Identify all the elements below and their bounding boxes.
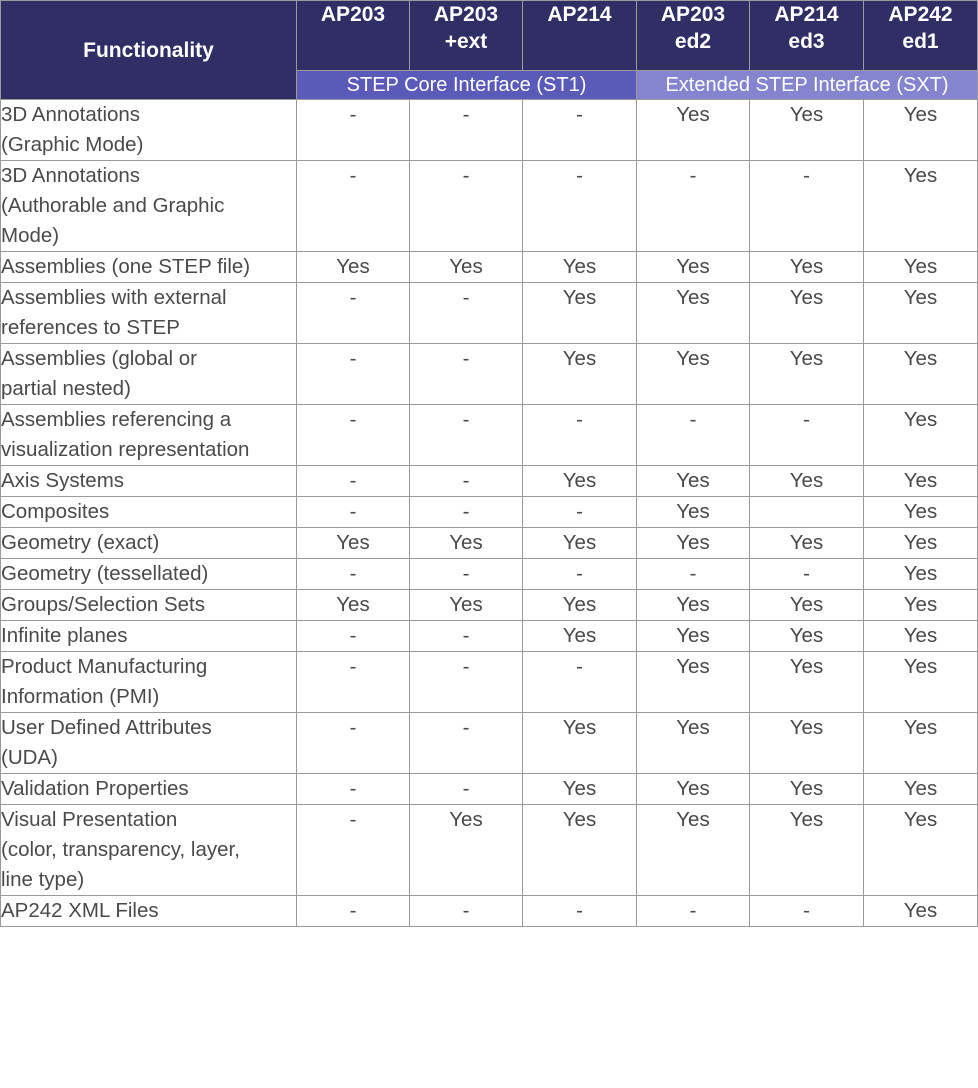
functionality-name-line: 3D Annotations xyxy=(1,103,141,126)
support-cell: Yes xyxy=(297,528,410,559)
functionality-header: Functionality xyxy=(1,1,297,100)
support-cell: Yes xyxy=(637,713,750,774)
functionality-name-line: (UDA) xyxy=(1,746,58,769)
functionality-name xyxy=(1,283,297,344)
support-cell: - xyxy=(297,713,410,774)
support-cell: - xyxy=(410,621,523,652)
support-cell: - xyxy=(410,344,523,405)
table-row xyxy=(1,528,978,559)
support-cell: - xyxy=(410,466,523,497)
support-cell: - xyxy=(523,896,637,927)
functionality-name xyxy=(1,252,297,283)
support-cell: Yes xyxy=(637,497,750,528)
support-cell: Yes xyxy=(864,621,978,652)
support-cell: Yes xyxy=(637,252,750,283)
table-row xyxy=(1,590,978,621)
support-cell: Yes xyxy=(410,252,523,283)
support-cell: - xyxy=(297,621,410,652)
support-cell: Yes xyxy=(750,466,864,497)
support-cell: Yes xyxy=(410,805,523,896)
support-cell: Yes xyxy=(864,405,978,466)
support-cell: Yes xyxy=(637,528,750,559)
functionality-name-line: references to STEP xyxy=(1,316,180,339)
support-cell: Yes xyxy=(523,590,637,621)
column-header-line1: AP203 xyxy=(660,3,726,26)
support-cell: Yes xyxy=(523,805,637,896)
functionality-name-line: Assemblies referencing a xyxy=(1,408,232,431)
support-cell: - xyxy=(410,497,523,528)
support-cell: Yes xyxy=(864,497,978,528)
functionality-name-line: Geometry (exact) xyxy=(1,531,160,554)
support-cell: Yes xyxy=(637,283,750,344)
column-header-ap214 xyxy=(523,1,637,71)
functionality-name-line: (Graphic Mode) xyxy=(1,133,144,156)
functionality-name-line: line type) xyxy=(1,868,85,891)
functionality-name xyxy=(1,559,297,590)
support-cell: - xyxy=(410,774,523,805)
functionality-name-line: partial nested) xyxy=(1,377,131,400)
support-cell: Yes xyxy=(750,590,864,621)
column-header-line2: ed1 xyxy=(902,30,939,53)
support-cell: Yes xyxy=(864,344,978,405)
functionality-name xyxy=(1,497,297,528)
column-header-ap203-ext xyxy=(410,1,523,71)
table-body xyxy=(1,100,978,927)
support-cell: - xyxy=(297,774,410,805)
support-cell: Yes xyxy=(297,590,410,621)
functionality-name-line: Axis Systems xyxy=(1,469,125,492)
functionality-name xyxy=(1,466,297,497)
support-cell: - xyxy=(297,100,410,161)
functionality-name xyxy=(1,896,297,927)
support-cell: - xyxy=(410,161,523,252)
table-row xyxy=(1,713,978,774)
table-row xyxy=(1,652,978,713)
column-header-line1: AP203 xyxy=(320,3,386,26)
support-cell: - xyxy=(297,805,410,896)
table-row xyxy=(1,559,978,590)
support-cell: Yes xyxy=(750,528,864,559)
functionality-name-line: Assemblies with external xyxy=(1,286,227,309)
support-cell: Yes xyxy=(523,466,637,497)
support-cell: Yes xyxy=(637,344,750,405)
support-cell: - xyxy=(297,896,410,927)
support-cell: Yes xyxy=(864,559,978,590)
support-cell: - xyxy=(410,896,523,927)
functionality-name-line: Visual Presentation xyxy=(1,808,178,831)
table-header xyxy=(1,1,978,100)
table-row xyxy=(1,100,978,161)
support-cell: - xyxy=(410,713,523,774)
functionality-name xyxy=(1,774,297,805)
functionality-name-line: Validation Properties xyxy=(1,777,189,800)
column-header-line1: AP242 xyxy=(888,3,953,26)
support-cell: - xyxy=(410,100,523,161)
support-cell: Yes xyxy=(864,805,978,896)
support-cell: Yes xyxy=(523,528,637,559)
support-cell: Yes xyxy=(750,252,864,283)
support-cell: Yes xyxy=(750,713,864,774)
support-cell: Yes xyxy=(864,652,978,713)
support-cell: - xyxy=(637,405,750,466)
support-cell: - xyxy=(523,497,637,528)
support-cell: Yes xyxy=(523,252,637,283)
functionality-name-line: Groups/Selection Sets xyxy=(1,593,205,616)
functionality-name xyxy=(1,344,297,405)
support-cell: Yes xyxy=(864,252,978,283)
group-header-extended: Extended STEP Interface (SXT) xyxy=(637,71,978,100)
column-header-line1: AP214 xyxy=(774,3,839,26)
functionality-name-line: Composites xyxy=(1,500,110,523)
support-cell: Yes xyxy=(864,528,978,559)
functionality-name-line: (Authorable and Graphic xyxy=(1,194,225,217)
support-cell: - xyxy=(637,896,750,927)
support-cell: Yes xyxy=(637,774,750,805)
support-cell: - xyxy=(297,161,410,252)
support-cell: Yes xyxy=(864,100,978,161)
support-cell: Yes xyxy=(864,590,978,621)
support-cell: - xyxy=(410,283,523,344)
support-cell: - xyxy=(297,497,410,528)
support-cell: Yes xyxy=(750,344,864,405)
support-cell: Yes xyxy=(637,466,750,497)
support-cell: Yes xyxy=(637,621,750,652)
table-row xyxy=(1,621,978,652)
support-cell: Yes xyxy=(864,713,978,774)
functionality-name-line: 3D Annotations xyxy=(1,164,141,187)
functionality-name xyxy=(1,805,297,896)
support-cell: Yes xyxy=(297,252,410,283)
support-cell: - xyxy=(523,100,637,161)
functionality-name xyxy=(1,405,297,466)
support-cell: - xyxy=(297,405,410,466)
support-cell: Yes xyxy=(750,652,864,713)
support-cell: Yes xyxy=(864,466,978,497)
support-cell: Yes xyxy=(410,528,523,559)
table-row xyxy=(1,283,978,344)
functionality-name-line: Assemblies (one STEP file) xyxy=(1,255,251,278)
support-cell: Yes xyxy=(750,100,864,161)
support-cell: Yes xyxy=(750,283,864,344)
functionality-name xyxy=(1,161,297,252)
support-cell: - xyxy=(410,559,523,590)
support-cell: - xyxy=(410,405,523,466)
functionality-name-line: (color, transparency, layer, xyxy=(1,838,240,861)
functionality-name-line: Mode) xyxy=(1,224,60,247)
support-cell: Yes xyxy=(750,621,864,652)
column-header-ap214-ed3 xyxy=(750,1,864,71)
support-cell: - xyxy=(750,161,864,252)
functionality-name-line: Product Manufacturing xyxy=(1,655,208,678)
table-row xyxy=(1,805,978,896)
functionality-name-line: Assemblies (global or xyxy=(1,347,197,370)
functionality-name xyxy=(1,590,297,621)
table-row xyxy=(1,774,978,805)
column-header-line1: AP214 xyxy=(547,3,612,26)
support-cell: - xyxy=(297,652,410,713)
functionality-name-line: visualization representation xyxy=(1,438,250,461)
support-cell: - xyxy=(637,559,750,590)
support-cell: Yes xyxy=(523,344,637,405)
support-cell: Yes xyxy=(523,713,637,774)
functionality-name xyxy=(1,528,297,559)
column-header-ap203 xyxy=(297,1,410,71)
support-cell: Yes xyxy=(410,590,523,621)
support-cell: Yes xyxy=(750,774,864,805)
table-row xyxy=(1,405,978,466)
functionality-name-line: Geometry (tessellated) xyxy=(1,562,209,585)
support-cell: Yes xyxy=(637,100,750,161)
table-row xyxy=(1,497,978,528)
functionality-name-line: Information (PMI) xyxy=(1,685,160,708)
support-cell: - xyxy=(750,405,864,466)
table-row xyxy=(1,252,978,283)
column-header-line2: ed2 xyxy=(674,30,712,53)
table-row xyxy=(1,344,978,405)
support-cell: - xyxy=(297,283,410,344)
column-header-line2: ed3 xyxy=(788,30,825,53)
support-cell: - xyxy=(523,559,637,590)
support-cell: - xyxy=(750,896,864,927)
table-row xyxy=(1,466,978,497)
support-cell: - xyxy=(637,161,750,252)
column-header-line1: AP203 xyxy=(433,3,499,26)
functionality-name xyxy=(1,713,297,774)
support-cell xyxy=(750,497,864,528)
support-cell: Yes xyxy=(864,283,978,344)
support-cell: Yes xyxy=(864,774,978,805)
functionality-name xyxy=(1,100,297,161)
column-header-ap203-ed2 xyxy=(637,1,750,71)
support-cell: Yes xyxy=(864,161,978,252)
support-cell: - xyxy=(297,559,410,590)
functionality-name-line: AP242 XML Files xyxy=(1,899,159,922)
support-cell: Yes xyxy=(523,774,637,805)
column-header-ap242-ed1 xyxy=(864,1,978,71)
support-cell: Yes xyxy=(523,283,637,344)
table-row xyxy=(1,161,978,252)
support-cell: - xyxy=(750,559,864,590)
support-cell: Yes xyxy=(864,896,978,927)
column-header-line2: +ext xyxy=(444,30,488,53)
group-header-core: STEP Core Interface (ST1) xyxy=(297,71,637,100)
support-cell: Yes xyxy=(637,590,750,621)
support-cell: - xyxy=(297,344,410,405)
support-cell: Yes xyxy=(523,621,637,652)
functionality-name xyxy=(1,621,297,652)
support-cell: - xyxy=(523,405,637,466)
functionality-name xyxy=(1,652,297,713)
functionality-name-line: Infinite planes xyxy=(1,624,128,647)
support-cell: - xyxy=(523,652,637,713)
functionality-name-line: User Defined Attributes xyxy=(1,716,212,739)
support-cell: - xyxy=(297,466,410,497)
support-cell: Yes xyxy=(637,652,750,713)
support-cell: - xyxy=(410,652,523,713)
support-cell: Yes xyxy=(637,805,750,896)
support-cell: Yes xyxy=(750,805,864,896)
table-row xyxy=(1,896,978,927)
support-cell: - xyxy=(523,161,637,252)
